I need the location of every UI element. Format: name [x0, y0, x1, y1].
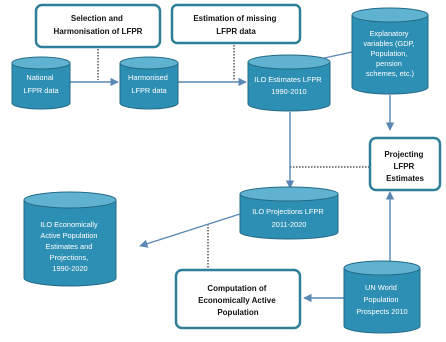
cylinder-ilo-eap-line-5: 1990-2020 [52, 264, 88, 273]
cylinder-ilo-estimates-line-1: ILO Estimates LFPR [254, 75, 322, 84]
box-selection-line-1: Selection and [70, 14, 123, 23]
box-estimation-line-1: Estimation of missing [193, 14, 277, 23]
svg-text:Explanatory variables (G [363, 29, 416, 78]
cylinder-explanatory-line-3: Population, [370, 49, 408, 58]
cylinder-un-world [344, 261, 420, 333]
cylinder-ilo-estimates-line-2: 1990-2010 [271, 87, 307, 96]
box-projecting [370, 138, 440, 190]
box-projecting-line-3: Estimates [386, 174, 424, 183]
box-estimation [172, 5, 300, 43]
box-computation [176, 270, 300, 328]
cylinder-ilo-projections [240, 187, 338, 239]
box-estimation-line-2: LFPR data [216, 27, 256, 36]
flow-arrows [70, 52, 390, 298]
cylinder-national-line-1: National [26, 73, 54, 82]
box-projecting-line-1: Projecting [384, 150, 424, 159]
cylinder-explanatory-line-1: Explanatory [369, 29, 409, 38]
cylinder-explanatory-line-2: variables (GDP, [363, 39, 415, 48]
cylinder-ilo-eap-line-2: Active Population [40, 231, 98, 240]
box-computation-line-1: Computation of [207, 284, 267, 293]
cylinder-ilo-projections-line-1: ILO Projections LFPR [252, 207, 324, 216]
cylinder-explanatory-line-5: schemes, etc.) [365, 69, 415, 78]
cylinder-harmonised [120, 57, 178, 109]
cylinder-un-world-line-3: Prospects 2010 [356, 307, 408, 316]
box-selection [36, 5, 160, 47]
cylinder-un-world-line-2: Population [363, 295, 399, 304]
box-computation-line-2: Economically Active [198, 296, 276, 305]
cylinder-national [12, 57, 70, 109]
box-projecting-line-2: LFPR [393, 162, 415, 171]
cylinder-ilo-estimates [248, 55, 330, 111]
cylinder-un-world-line-1: UN World [365, 283, 397, 292]
cylinder-ilo-projections-line-2: 2011-2020 [271, 220, 307, 229]
cylinder-explanatory-line-4: pension [376, 59, 402, 68]
cylinder-national-line-2: LFPR data [23, 86, 59, 95]
cylinder-ilo-eap-line-3: Estimates and [45, 242, 93, 251]
cylinder-ilo-eap-line-1: ILO Economically [40, 220, 98, 229]
cylinder-harmonised-line-2: LFPR data [131, 86, 167, 95]
box-selection-line-2: Harmonisation of LFPR [53, 27, 143, 36]
cylinder-ilo-eap-line-4: Projections, [49, 253, 89, 262]
box-computation-line-3: Population [217, 308, 259, 317]
cylinder-explanatory [352, 8, 428, 94]
cylinder-ilo-eap [24, 192, 116, 286]
cylinder-harmonised-line-1: Harmonised [128, 73, 168, 82]
arrow-projections-to-eap [140, 214, 240, 246]
